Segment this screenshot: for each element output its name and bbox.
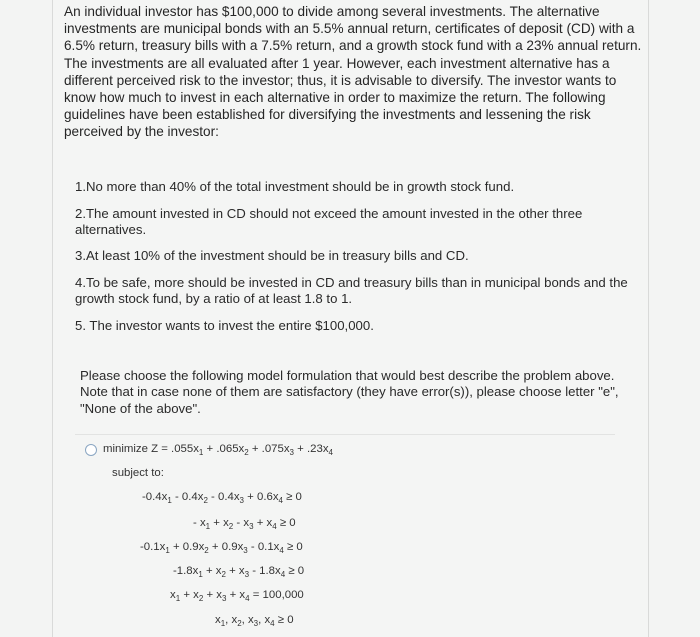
objective-term: $.065x_2$ + (216, 443, 262, 457)
constraint-term: , $x_3$ (241, 614, 259, 628)
guideline-1: 1.No more than 40% of the total investment should be in growth stock fund. (75, 179, 515, 194)
constraint-term: + $x_3$ (225, 565, 250, 579)
constraint-term: $x_1$ (170, 589, 181, 603)
constraint-term: ≥ 0 (274, 614, 294, 626)
constraint-term: - $1.8x_4$ (249, 565, 286, 579)
constraint-term: $x_1$ (215, 614, 226, 628)
constraint-term: $-0.1x_1$ (140, 541, 170, 555)
constraint-term: + $0.9x_3$ (208, 541, 248, 555)
constraint-term: , $x_2$ (225, 614, 242, 628)
constraint-2 (193, 517, 296, 529)
constraint-1 (142, 491, 302, 503)
constraint-term: = 100,000 (249, 589, 304, 601)
objective-term: $.055x_1$ + (171, 443, 217, 457)
subject-to-label: subject to: (112, 467, 164, 479)
constraint-nonnegativity (215, 614, 294, 626)
objective-prefix: minimize Z = (103, 443, 172, 455)
constraint-term: + $x_2$ (202, 565, 226, 579)
constraint-term: - $x_1$ (193, 517, 211, 531)
constraint-term: ≥ 0 (276, 517, 296, 529)
guideline-4: 4.To be safe, more should be invested in CD and treasury bills than in municipal bonds and the growth stock fund, by a ratio of at least 1.8 to 1. (75, 275, 628, 307)
constraint-term: ≥ 0 (285, 565, 305, 577)
constraint-term: - $0.4x_2$ (171, 491, 208, 505)
constraint-term: $-1.8x_1$ (173, 565, 203, 579)
constraint-term: + $x_2$ (180, 589, 204, 603)
radio-button-option-a[interactable] (85, 444, 97, 456)
option-divider (75, 434, 615, 435)
objective-term: $.075x_3$ + (261, 443, 307, 457)
constraint-term: , $x_4$ (258, 614, 275, 628)
constraint-term: ≥ 0 (283, 541, 303, 553)
guideline-5: 5. The investor wants to invest the entire $100,000. (75, 318, 374, 333)
constraint-term: - $0.4x_3$ (207, 491, 244, 505)
constraint-term: + $0.6x_4$ (244, 491, 283, 505)
constraint-term: - $x_3$ (233, 517, 254, 531)
constraint-3 (140, 541, 303, 553)
constraint-term: - $0.1x_4$ (247, 541, 284, 555)
constraint-term: + $0.9x_2$ (169, 541, 209, 555)
question-panel (52, 0, 649, 637)
constraint-5 (170, 589, 304, 601)
guideline-2: 2.The amount invested in CD should not exceed the amount invested in the other three alternatives. (75, 206, 583, 238)
objective-terms (171, 443, 333, 455)
constraint-term: + $x_3$ (203, 589, 227, 603)
constraint-term: + $x_4$ (253, 517, 277, 531)
constraint-term: ≥ 0 (282, 491, 302, 503)
constraint-term: $-0.4x_1$ (142, 491, 172, 505)
guideline-3: 3.At least 10% of the investment should be in treasury bills and CD. (75, 248, 469, 263)
problem-statement: An individual investor has $100,000 to divide among several investments. The alternative investments are municipal bonds with an 5.5% annual return, certificates of deposit (CD) with a 6.5% return, treasury bills with a 7.5% return, and a growth stock fund with a 23% annual return. The investments are all evaluated after 1 year. However, each investment alternative has a different perceived risk to the investor; thus, it is advisable to diversify. The investor wants to know how much to invest in each alternative in order to maximize the return. The following guidelines have been established for diversifying the investments and lessening the risk perceived by the investor: (64, 4, 642, 140)
answer-option-a[interactable] (75, 426, 635, 637)
objective-term: $.23x_4$ (306, 443, 333, 457)
constraint-term: + $x_4$ (226, 589, 250, 603)
constraint-term: + $x_2$ (210, 517, 234, 531)
question-prompt: Please choose the following model formulation that would best describe the problem above. Note that in case none of them are satisfactory (they have error(s)), please choose letter "e", "None of the above". (80, 368, 619, 416)
objective-function (103, 443, 333, 455)
constraint-4 (173, 565, 304, 577)
